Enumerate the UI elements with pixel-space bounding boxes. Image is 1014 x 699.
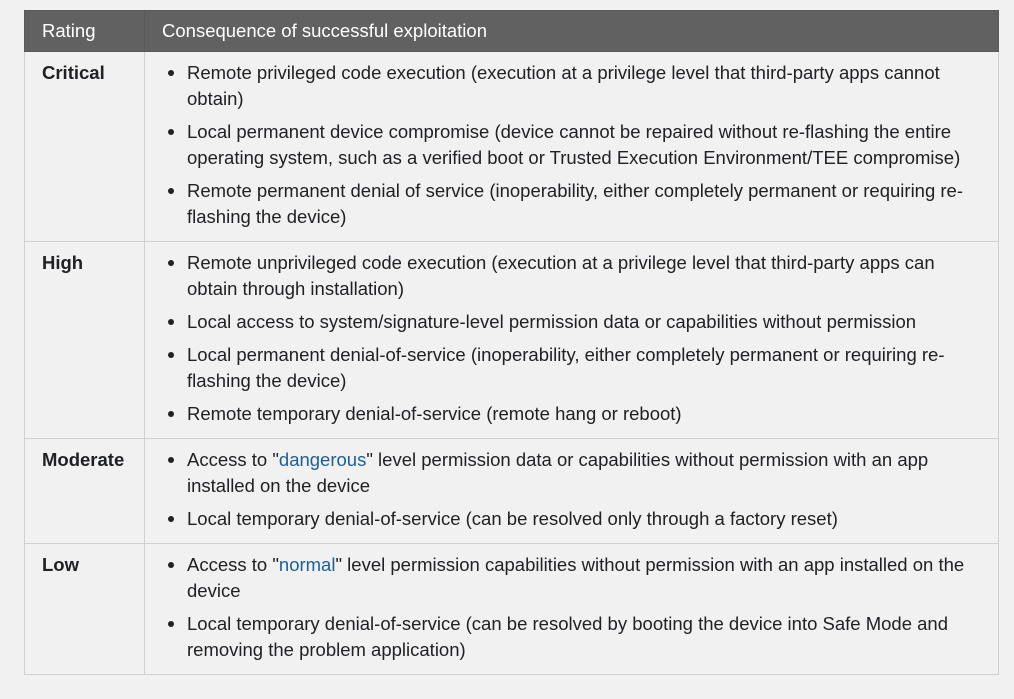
list-item: Local access to system/signature-level permission data or capabilities without permission xyxy=(163,309,988,335)
consequence-list xyxy=(163,250,988,427)
consequence-list xyxy=(163,552,988,663)
consequence-list xyxy=(163,60,988,230)
table-row xyxy=(25,52,999,242)
severity-table xyxy=(24,10,999,675)
list-item: Remote unprivileged code execution (execution at a privilege level that third-party apps can obtain through installation) xyxy=(163,250,988,302)
normal-permission-link[interactable]: normal xyxy=(278,554,336,575)
consequence-list xyxy=(163,447,988,532)
item-text-before: Access to " xyxy=(187,554,279,575)
item-text-before: Access to " xyxy=(187,449,279,470)
consequence-cell xyxy=(145,544,999,675)
list-item: Local permanent denial-of-service (inoperability, either completely permanent or requiring re-flashing the device) xyxy=(163,342,988,394)
list-item xyxy=(163,447,988,499)
rating-cell: Moderate xyxy=(25,439,145,544)
table-row xyxy=(25,544,999,675)
item-text-after: " level permission capabilities without permission with an app installed on the device xyxy=(187,554,965,601)
header-rating: Rating xyxy=(25,11,145,52)
list-item: Local temporary denial-of-service (can be resolved only through a factory reset) xyxy=(163,506,988,532)
rating-cell: High xyxy=(25,242,145,439)
list-item: Local temporary denial-of-service (can be resolved by booting the device into Safe Mode and removing the problem application) xyxy=(163,611,988,663)
consequence-cell xyxy=(145,242,999,439)
table-row xyxy=(25,439,999,544)
list-item: Remote temporary denial-of-service (remote hang or reboot) xyxy=(163,401,988,427)
header-consequence: Consequence of successful exploitation xyxy=(145,11,999,52)
list-item: Remote permanent denial of service (inoperability, either completely permanent or requiring re-flashing the device) xyxy=(163,178,988,230)
rating-cell: Low xyxy=(25,544,145,675)
table-row xyxy=(25,242,999,439)
item-text-after: " level permission data or capabilities without permission with an app installed on the device xyxy=(187,449,929,496)
dangerous-permission-link[interactable]: dangerous xyxy=(278,449,367,470)
list-item: Local permanent device compromise (device cannot be repaired without re-flashing the entire operating system, such as a verified boot or Trusted Execution Environment/TEE compromise) xyxy=(163,119,988,171)
consequence-cell xyxy=(145,52,999,242)
table-header-row xyxy=(25,11,999,52)
rating-cell: Critical xyxy=(25,52,145,242)
list-item: Remote privileged code execution (execution at a privilege level that third-party apps cannot obtain) xyxy=(163,60,988,112)
list-item xyxy=(163,552,988,604)
consequence-cell xyxy=(145,439,999,544)
